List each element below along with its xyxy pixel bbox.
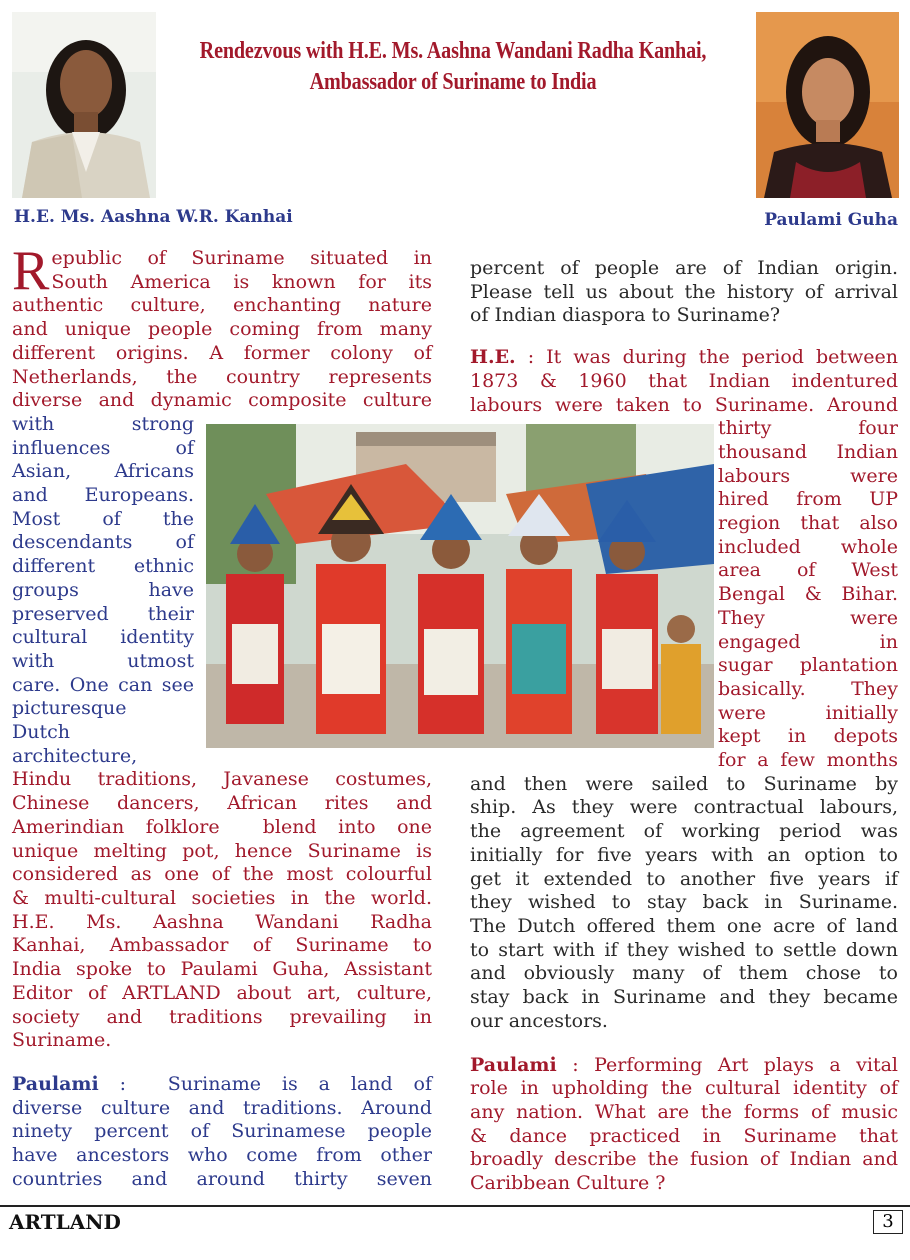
right-portrait-caption: Paulami Guha [764, 210, 898, 230]
question-1-continued [470, 257, 898, 328]
drop-cap: R [12, 240, 50, 302]
answer-1-line: were initially [718, 701, 898, 724]
intro-line: Netherlands, the country represents [12, 365, 432, 388]
answer-1-line: area of West [718, 559, 898, 582]
answer-1-line: they wished to stay back in Suriname. [470, 891, 898, 914]
intro-line: Dutch [12, 721, 70, 744]
answer-1-continued [470, 773, 898, 1034]
answer-1-line: get it extended to another five years if [470, 867, 898, 890]
intro-line: unique melting pot, hence Suriname is [12, 839, 432, 862]
answer-1-line: and then were sailed to Suriname by [470, 772, 898, 795]
intro-line: South America is known for its [51, 270, 432, 293]
intro-narrow-block [12, 413, 194, 769]
answer-1-line: the agreement of working period was [470, 820, 898, 843]
intro-line: diverse and dynamic composite culture [12, 389, 432, 412]
intro-line: cultural identity [12, 626, 194, 649]
intro-line: different origins. A former colony of [12, 341, 432, 364]
question-2 [470, 1054, 898, 1196]
question-1-text: : Suriname is a land of [98, 1072, 432, 1095]
question-1-line: have ancestors who come from other [12, 1144, 432, 1167]
answer-1-line: kept in depots [718, 725, 898, 748]
intro-line: India spoke to Paulami Guha, Assistant [12, 958, 432, 981]
intro-line: epublic of Suriname situated in [51, 247, 432, 269]
ambassador-portrait [12, 12, 156, 198]
intro-line: Kanhai, Ambassador of Suriname to [12, 934, 432, 957]
intro-line: influences of [12, 436, 194, 459]
answer-1-line: ship. As they were contractual labours, [470, 796, 898, 819]
intro-line: groups have [12, 578, 194, 601]
answer-1-label: H.E. [470, 346, 516, 369]
title-line-1: Rendezvous with H.E. Ms. Aashna Wandani Radha Kanhai, [199, 38, 707, 64]
question-1 [12, 1073, 432, 1192]
answer-1-line: hired from UP [718, 488, 898, 511]
answer-1-line: labours were [718, 464, 898, 487]
answer-1-line: for a few months [718, 749, 898, 772]
footer-brand: ARTLAND [9, 1210, 121, 1234]
left-portrait-caption: H.E. Ms. Aashna W.R. Kanhai [14, 207, 293, 227]
page-number: 3 [873, 1210, 903, 1234]
title-line-2: Ambassador of Suriname to India [309, 69, 597, 95]
intro-line: authentic culture, enchanting nature [12, 294, 432, 317]
intro-line: preserved their [12, 602, 194, 625]
intro-line: Most of the [12, 507, 194, 530]
intro-line: with utmost [12, 649, 194, 672]
question-2-label: Paulami [470, 1053, 557, 1076]
answer-1-line: included whole [718, 535, 898, 558]
intro-line: care. One can see [12, 673, 194, 696]
answer-1-line: engaged in [718, 630, 898, 653]
intro-line: Chinese dancers, African rites and [12, 792, 432, 815]
intro-bottom-block [12, 768, 432, 1052]
intro-line: and Europeans. [12, 484, 194, 507]
answer-1-line: Bengal & Bihar. [718, 583, 898, 606]
intro-line: Hindu traditions, Javanese costumes, [12, 768, 432, 791]
answer-1-line: thirty four [718, 417, 898, 440]
intro-line: H.E. Ms. Aashna Wandani Radha [12, 910, 432, 933]
answer-1-line: our ancestors. [470, 1009, 608, 1032]
intro-line: Amerindian folklore blend into one [12, 815, 432, 838]
intro-line: considered as one of the most colourful [12, 863, 432, 886]
answer-1-line: They were [718, 606, 898, 629]
question-2-line: Caribbean Culture ? [470, 1172, 666, 1195]
answer-1-line: basically. They [718, 677, 898, 700]
intro-line: & multi-cultural societies in the world. [12, 886, 432, 909]
intro-paragraph [12, 240, 432, 413]
question-1-line: ninety percent of Surinamese people [12, 1120, 432, 1143]
intro-line: Suriname. [12, 1029, 112, 1052]
intro-line: different ethnic [12, 555, 194, 578]
question-2-line: broadly describe the fusion of Indian and [470, 1148, 898, 1171]
intro-line: Asian, Africans [12, 460, 194, 483]
question-2-line: & dance practiced in Suriname that [470, 1124, 898, 1147]
intro-line: and unique people coming from many [12, 318, 432, 341]
footer-rule [0, 1205, 910, 1207]
intro-line: society and traditions prevailing in [12, 1005, 432, 1028]
dancers-photo [206, 424, 714, 748]
answer-1-line: region that also [718, 512, 898, 535]
question-2-text: : Performing Art plays a vital [556, 1053, 898, 1076]
answer-1-line: labours were taken to Suriname. Around [470, 393, 898, 416]
answer-1-line: thousand Indian [718, 440, 898, 463]
interviewer-portrait [756, 12, 899, 198]
intro-line: architecture, [12, 744, 138, 767]
answer-1-line: The Dutch offered them one acre of land [470, 914, 898, 937]
question-1-line: countries and around thirty seven [12, 1167, 432, 1190]
answer-1-line: initially for five years with an option to [470, 843, 898, 866]
question-1-label: Paulami [12, 1072, 99, 1095]
answer-1-line: and obviously many of them chose to [470, 962, 898, 985]
answer-1-line: stay back in Suriname and they became [470, 986, 898, 1009]
question-1-line: diverse culture and traditions. Around [12, 1096, 432, 1119]
answer-1-text: : It was during the period between [515, 346, 898, 369]
article-title [198, 36, 707, 98]
intro-line: Editor of ARTLAND about art, culture, [12, 981, 432, 1004]
answer-1-narrow-block [718, 417, 898, 773]
intro-line: picturesque [12, 697, 127, 720]
intro-line: descendants of [12, 531, 194, 554]
question-1-line: of Indian diaspora to Suriname? [470, 304, 781, 327]
answer-1-line: sugar plantation [718, 654, 898, 677]
question-1-line: Please tell us about the history of arrival [470, 280, 898, 303]
answer-1-line: 1873 & 1960 that Indian indentured [470, 369, 898, 392]
intro-line: with strong [12, 412, 194, 435]
answer-1-line: to start with if they wished to settle down [470, 938, 898, 961]
question-2-line: role in upholding the cultural identity of [470, 1077, 898, 1100]
question-1-line: percent of people are of Indian origin. [470, 257, 898, 279]
question-2-line: any nation. What are the forms of music [470, 1100, 898, 1123]
